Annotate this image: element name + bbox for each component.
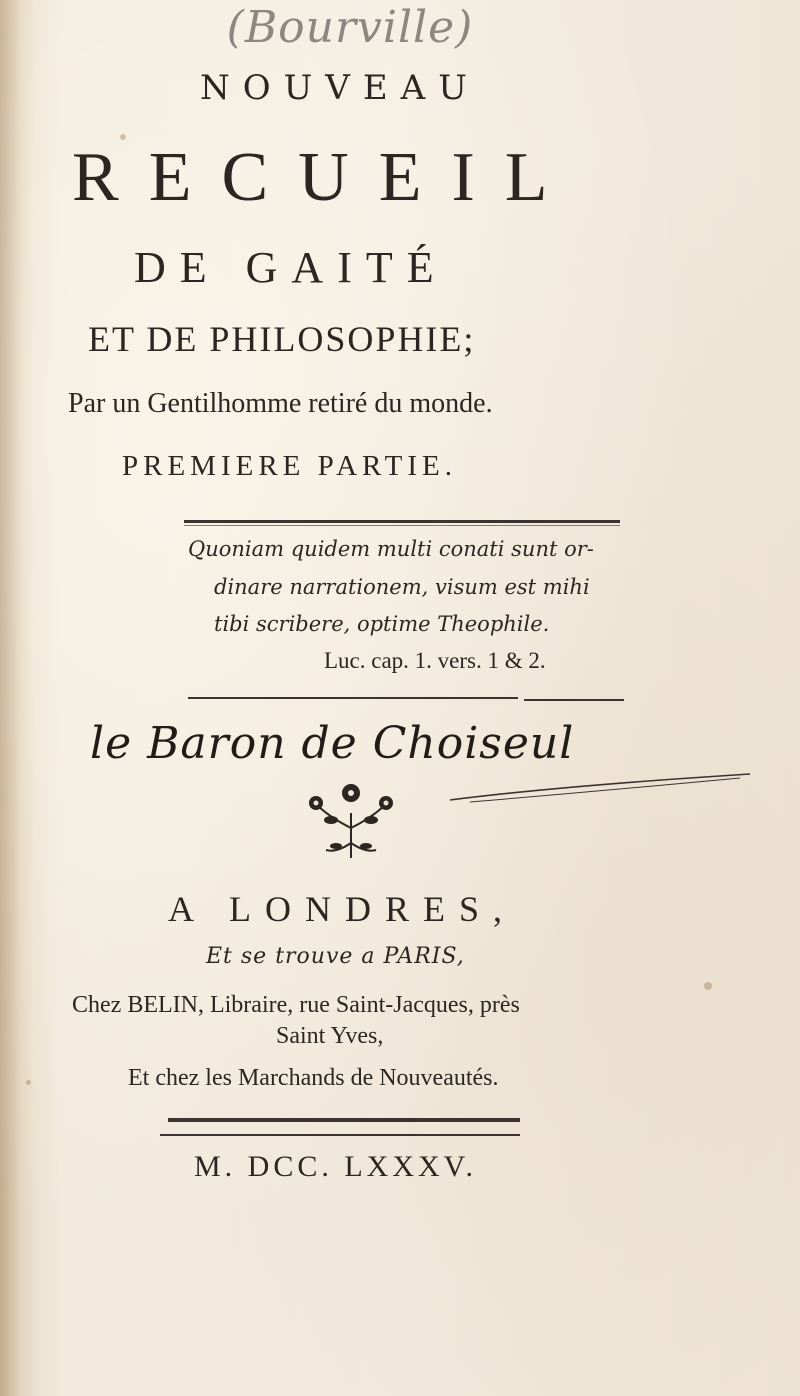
divider-rule-thin bbox=[184, 525, 620, 526]
imprint-publisher: Chez BELIN, Libraire, rue Saint-Jacques, près bbox=[72, 992, 520, 1018]
epigraph-line: tibi scribere, optime Theophile. bbox=[214, 612, 550, 636]
signature-flourish bbox=[440, 766, 760, 806]
epigraph-citation: Luc. cap. 1. vers. 1 & 2. bbox=[324, 648, 546, 673]
imprint-city: A LONDRES, bbox=[168, 889, 517, 929]
title-de-gaite: DE GAITÉ bbox=[134, 243, 448, 292]
epigraph-line: dinare narrationem, visum est mihi bbox=[214, 575, 590, 599]
imprint-publisher-cont: Saint Yves, bbox=[276, 1023, 384, 1049]
title-philosophie: ET DE PHILOSOPHIE; bbox=[88, 319, 476, 359]
foxing-spot bbox=[704, 982, 712, 990]
imprint-paris: Et se trouve a PARIS, bbox=[206, 944, 465, 969]
author-line: Par un Gentilhomme retiré du monde. bbox=[68, 388, 493, 419]
epigraph-line: Quoniam quidem multi conati sunt or- bbox=[188, 537, 594, 561]
divider-rule bbox=[188, 697, 518, 699]
handwritten-note: (Bourville) bbox=[226, 2, 474, 53]
publication-date: M. DCC. LXXXV. bbox=[194, 1150, 477, 1183]
part-label: PREMIERE PARTIE. bbox=[122, 450, 457, 482]
page-edge-shadow bbox=[0, 0, 34, 1396]
foxing-spot bbox=[120, 134, 126, 140]
title-nouveau: NOUVEAU bbox=[200, 68, 480, 108]
divider-rule bbox=[524, 699, 624, 701]
ownership-inscription: le Baron de Choiseul bbox=[90, 718, 575, 769]
floral-ornament-icon bbox=[296, 758, 406, 868]
divider-rule bbox=[168, 1118, 520, 1122]
divider-rule bbox=[184, 520, 620, 523]
divider-rule-thin bbox=[160, 1134, 520, 1136]
foxing-spot bbox=[26, 1080, 31, 1085]
title-recueil: RECUEIL bbox=[72, 139, 578, 216]
imprint-marchands: Et chez les Marchands de Nouveautés. bbox=[128, 1065, 499, 1091]
